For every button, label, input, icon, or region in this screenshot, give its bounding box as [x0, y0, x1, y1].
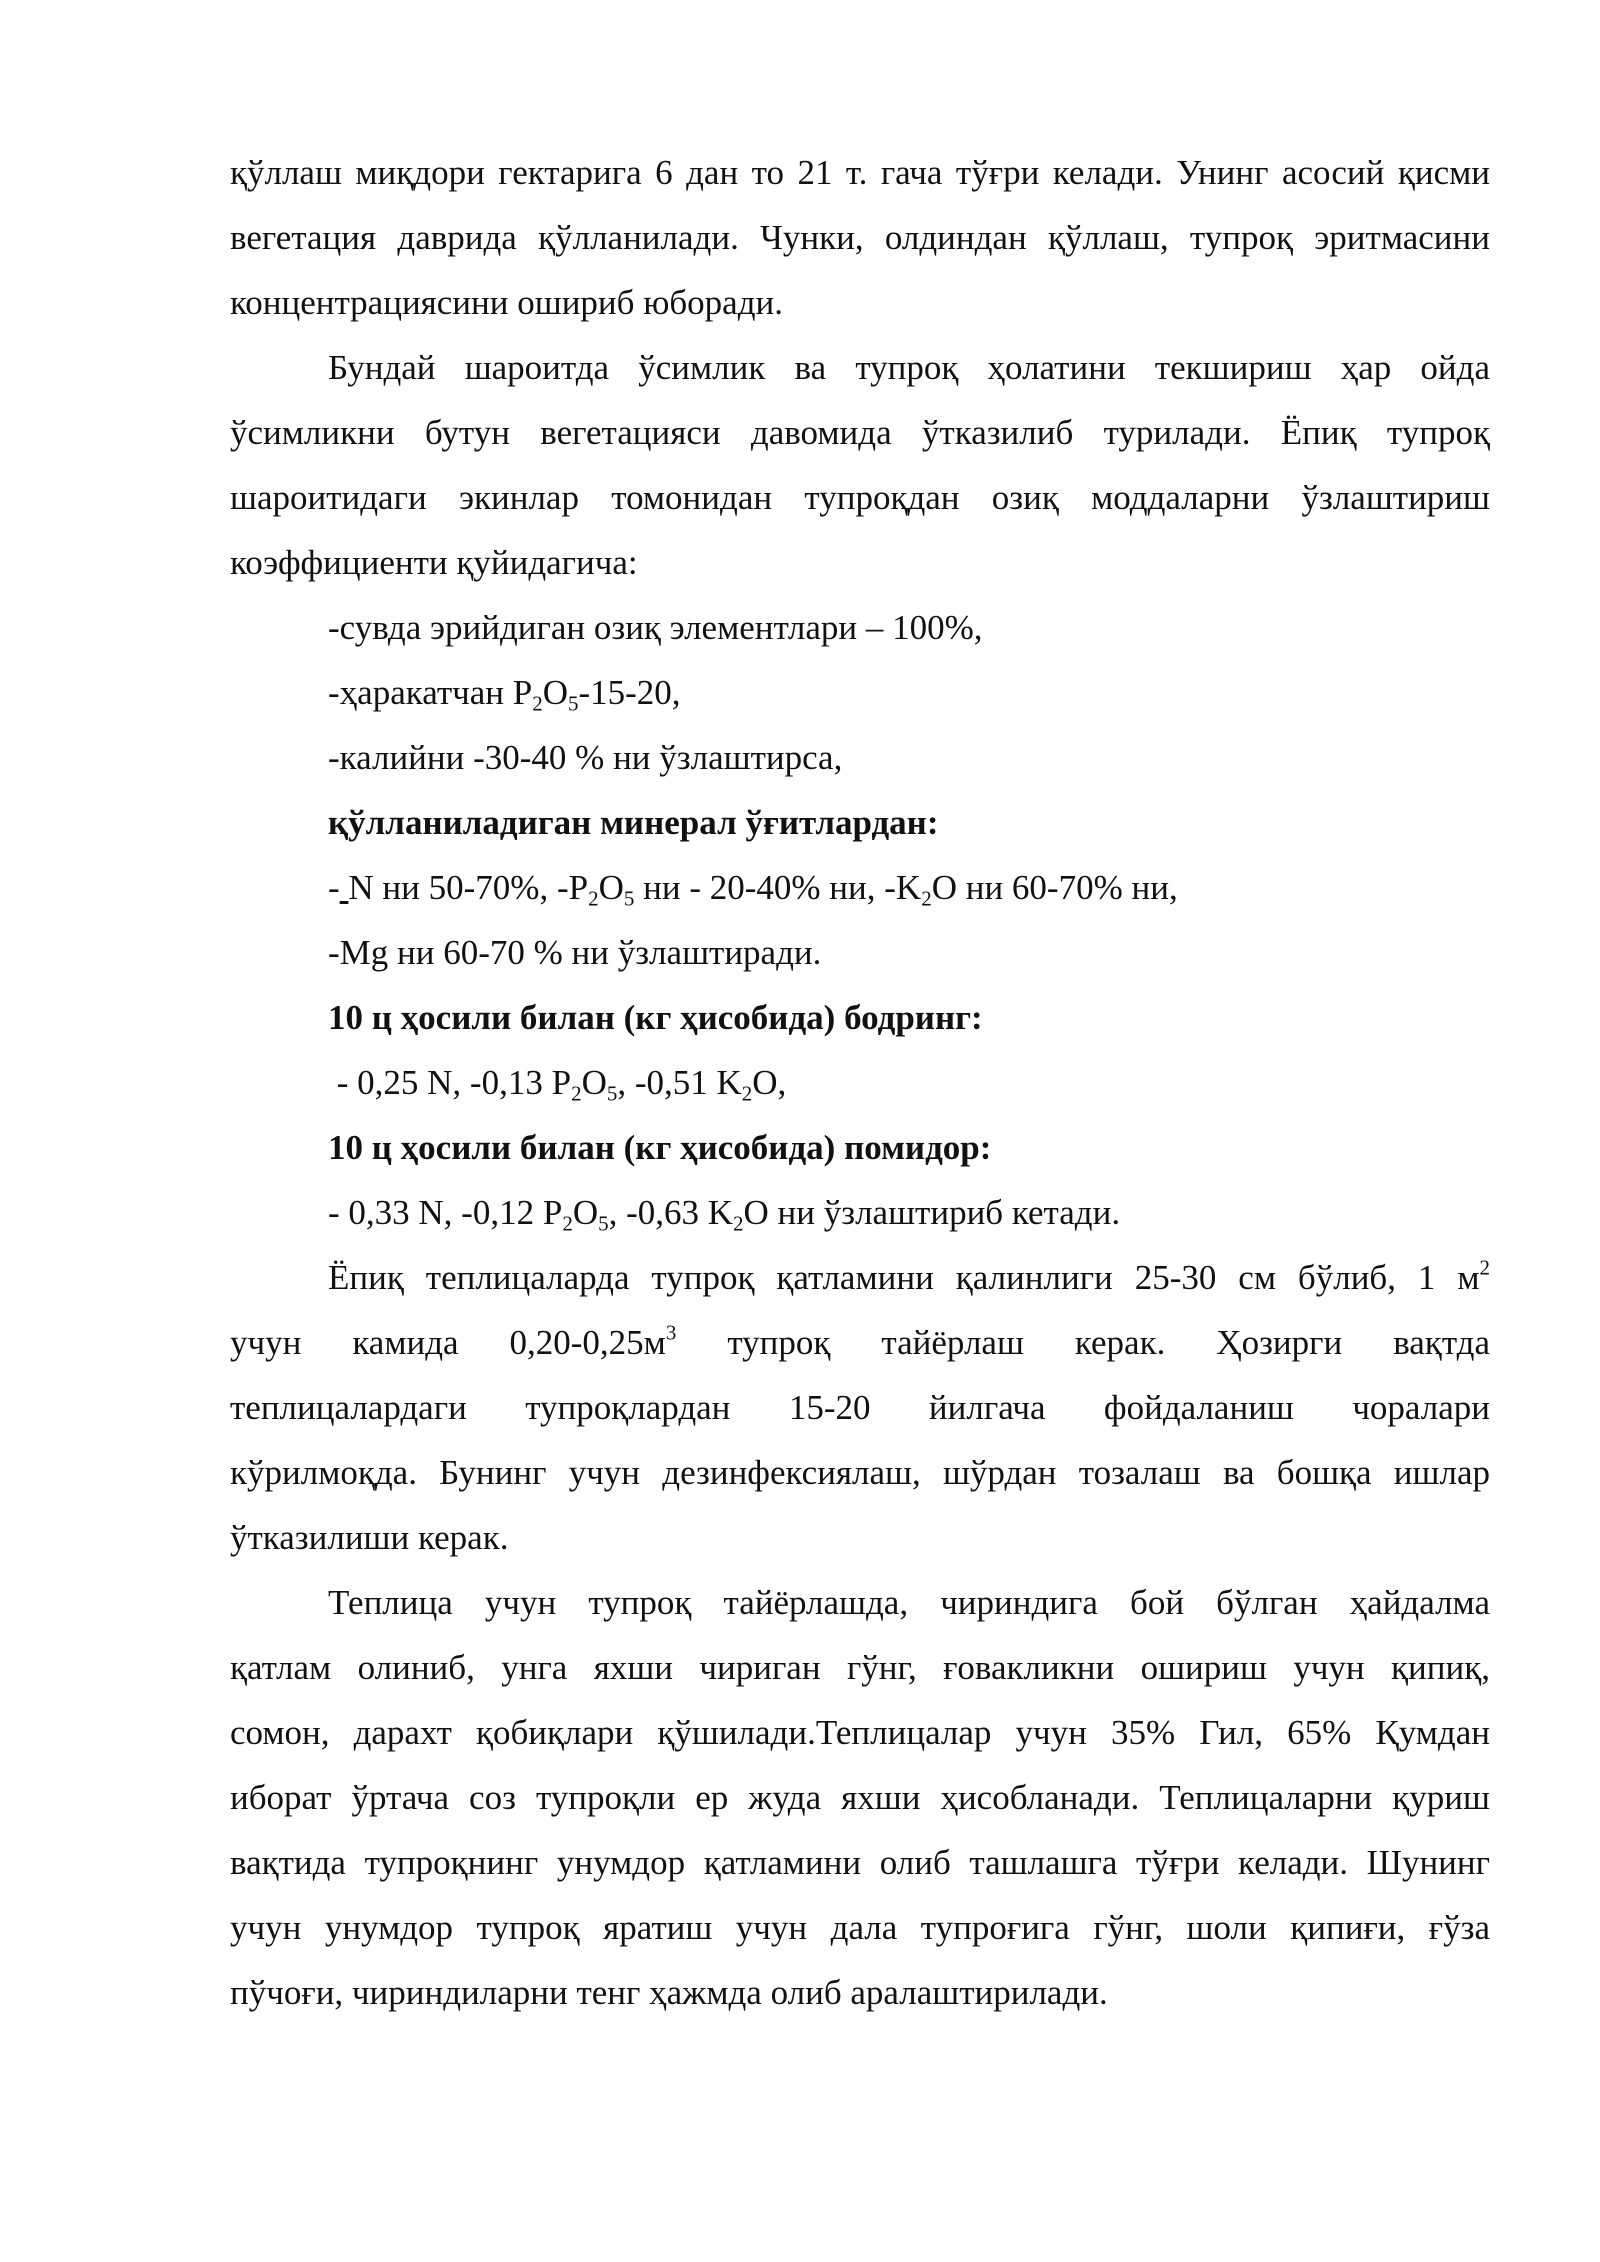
text-span: O: [572, 1193, 599, 1232]
text-span: -ҳаракатчан P: [328, 673, 533, 712]
subscript: 2: [921, 886, 932, 911]
subscript: 5: [606, 1081, 618, 1106]
text-span: O: [598, 868, 624, 907]
paragraph-2: [230, 343, 1490, 603]
text-line: кўрилмоқда. Бунинг учун дезинфексиялаш, шўрдан тозалаш ва бошқа ишлар: [230, 1453, 1490, 1492]
subscript: 5: [598, 1211, 609, 1236]
text-line: шароитидаги экинлар томонидан тупроқдан озиқ моддаларни ўзлаштириш: [230, 478, 1490, 517]
text-span: - 0,33 N, -0,12 P: [328, 1193, 563, 1232]
text-line: концентрациясини ошириб юборади.: [230, 283, 783, 322]
paragraph-4: [230, 1578, 1490, 2033]
text-span: , -0,63 K: [608, 1193, 734, 1232]
subscript: 2: [588, 886, 599, 911]
section-heading: [230, 993, 1490, 1058]
section-heading: [230, 1123, 1490, 1188]
subscript: 2: [741, 1081, 753, 1106]
subscript: 5: [623, 886, 635, 911]
absorption-list: [230, 603, 1490, 798]
text-line: иборат ўртача соз тупроқли ер жуда яхши ҳисобланади. Теплицаларни қуриш: [230, 1778, 1490, 1817]
text-span: тупроқ тайёрлаш керак. Ҳозирги вақтда: [676, 1323, 1490, 1362]
subscript: 5: [568, 691, 579, 716]
text-span: учун камида 0,20-0,25м: [230, 1323, 666, 1362]
superscript: 2: [1479, 1255, 1490, 1280]
text-span: O ни 60-70% ни,: [931, 868, 1178, 907]
text-line: вақтида тупроқнинг унумдор қатламини олиб ташлашга тўғри келади. Шунинг: [230, 1843, 1490, 1882]
text-line: теплицалардаги тупроқлардан 15-20 йилгача фойдаланиш чоралари: [230, 1388, 1490, 1427]
text-span: O,: [752, 1063, 787, 1102]
text-span: Ёпиқ теплицаларда тупроқ қатламини қалинлиги 25-30 см бўлиб, 1 м: [328, 1258, 1480, 1297]
text-line: ўсимликни бутун вегетацияси давомида ўтказилиб турилади. Ёпиқ тупроқ: [230, 413, 1490, 452]
subscript: 2: [733, 1211, 744, 1236]
text-line: [230, 1253, 1490, 1318]
text-span: ни - 20-40% ни, -K: [634, 868, 922, 907]
text-line: қатлам олиниб, унга яхши чириган гўнг, ғовакликни ошириш учун қипиқ,: [230, 1648, 1490, 1687]
subscript: 2: [562, 1211, 573, 1236]
text-span: O: [542, 673, 568, 712]
heading-text: қўлланиладиган минерал ўғитлардан:: [328, 803, 939, 842]
text-line: сомон, дарахт қобиқлари қўшилади.Теплицалар учун 35% Гил, 65% Қумдан: [230, 1713, 1490, 1752]
subscript: 2: [571, 1081, 582, 1106]
section-heading: [230, 798, 1490, 863]
list-item: [230, 863, 1490, 928]
list-item: -сувда эрийдиган озиқ элементлари – 100%,: [328, 608, 983, 647]
text-line: коэффициенти қуйидагича:: [230, 543, 638, 582]
text-line: пўчоғи, чириндиларни тенг ҳажмда олиб аралаштирилади.: [230, 1973, 1108, 2012]
list-item: -калийни -30-40 % ни ўзлаштирса,: [328, 738, 843, 777]
paragraph-1: [230, 148, 1490, 343]
text-span: -15-20,: [578, 673, 681, 712]
text-span: - 0,25 N, -0,13 P: [328, 1063, 572, 1102]
paragraph-3: [230, 1253, 1490, 1578]
heading-text: 10 ц ҳосили билан (кг ҳисобида) бодринг:: [328, 998, 983, 1037]
text-span: O ни ўзлаштириб кетади.: [743, 1193, 1121, 1232]
list-item: [230, 1058, 1490, 1123]
list-item: -Mg ни 60-70 % ни ўзлаштиради.: [328, 933, 822, 972]
text-span: O: [581, 1063, 607, 1102]
text-line: [230, 1318, 1490, 1383]
superscript: 3: [665, 1320, 677, 1345]
subscript: 2: [532, 691, 543, 716]
text-line: ўтказилиши керак.: [230, 1518, 509, 1557]
text-span: , -0,51 K: [617, 1063, 742, 1102]
text-line: қўллаш миқдори гектарига 6 дан то 21 т. гача тўғри келади. Унинг асосий қисми: [230, 153, 1490, 192]
text-line: учун унумдор тупроқ яратиш учун дала тупроғига гўнг, шоли қипиғи, ғўза: [230, 1908, 1490, 1947]
text-line: Теплица учун тупроқ тайёрлашда, чириндига бой бўлган ҳайдалма: [328, 1583, 1490, 1622]
document-body: [230, 148, 1490, 2033]
text-span: N ни 50-70%, -P: [348, 868, 589, 907]
list-item: [230, 668, 1490, 733]
heading-text: 10 ц ҳосили билан (кг ҳисобида) помидор:: [328, 1128, 992, 1167]
text-line: вегетация даврида қўлланилади. Чунки, олдиндан қўллаш, тупроқ эритмасини: [230, 218, 1490, 257]
text-line: Бундай шароитда ўсимлик ва тупроқ ҳолатини текшириш ҳар ойда: [328, 348, 1490, 387]
text-span: -: [328, 868, 340, 907]
list-item: [230, 1188, 1490, 1253]
